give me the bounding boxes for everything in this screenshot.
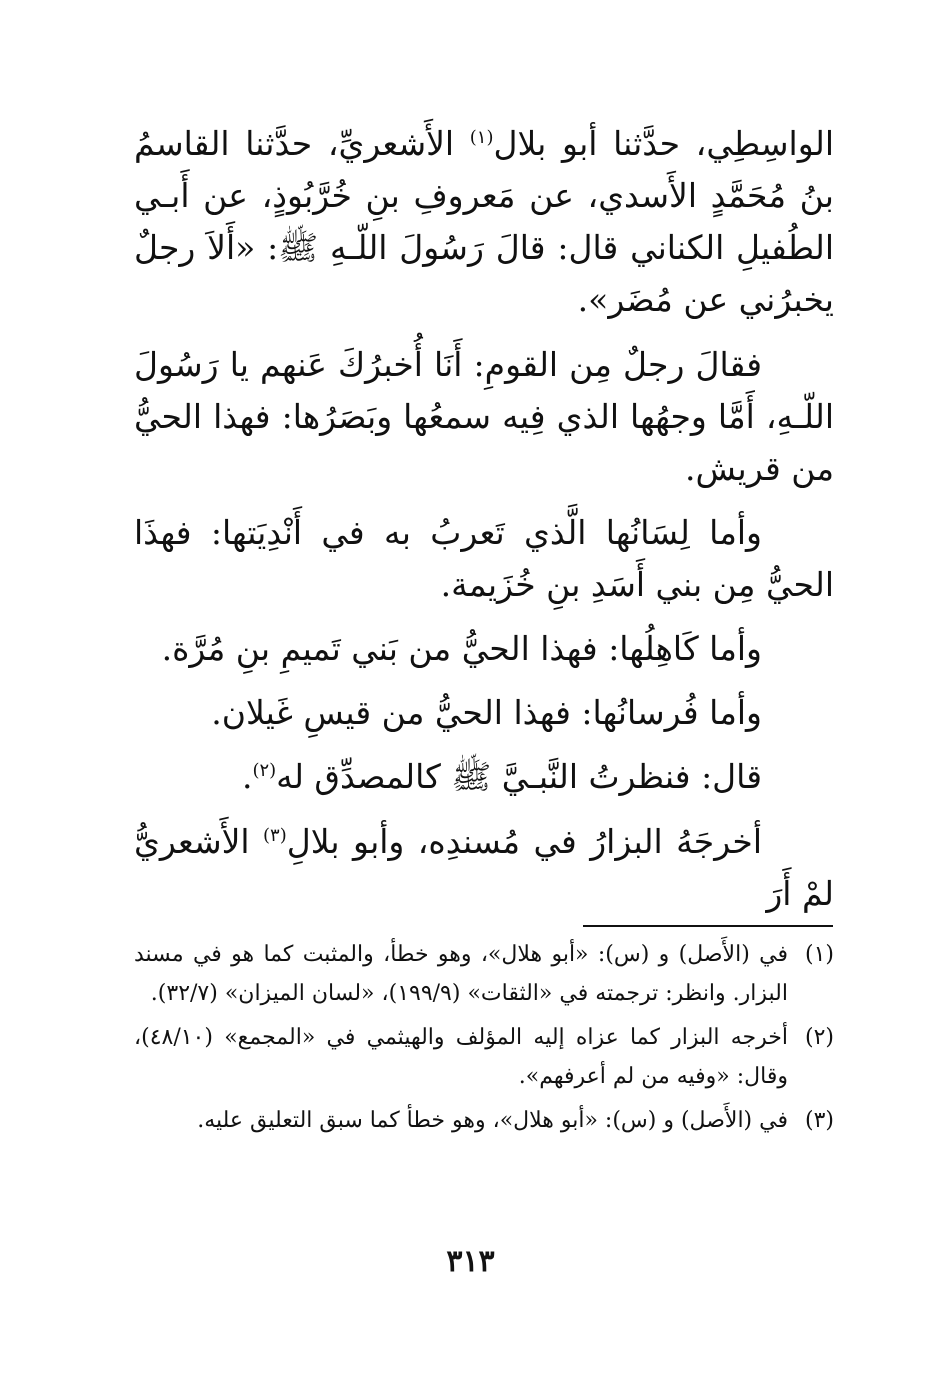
paragraph-isnad (134, 118, 834, 327)
paragraph-text: قال: فنظرتُ النَّبـيَّ ﷺ كالمصدِّق له (276, 757, 762, 797)
paragraph-tamim (134, 623, 834, 675)
footnote-text: في (الأَصل) و (س): «أبو هلال»، وهو خطأ، والمثبت كما هو في مسند البزار. وانظر: ترجمته في «الثقات» (١٩٩/٩)، «لسان الميزان» (٣٢/٧). (134, 942, 788, 1006)
footnote-number: (٢) (804, 1025, 834, 1050)
paragraph-text: الأَشعريُّ لمْ أَرَ (134, 821, 834, 913)
paragraph-text: وأما كَاهِلُها: فهذا الحيُّ من بَني تَميمِ بنِ مُرَّة. (161, 629, 762, 669)
paragraph-text: وأما فُرسانُها: فهذا الحيُّ من قيسِ غَيلان. (211, 693, 762, 733)
main-text (134, 118, 834, 932)
footnote-ref-1[interactable]: (١) (469, 127, 494, 148)
footnote-number: (٣) (804, 1108, 834, 1133)
paragraph-qays (134, 687, 834, 739)
footnote-ref-3[interactable]: (٣) (263, 824, 287, 846)
footnotes (134, 936, 834, 1147)
paragraph-text: وأما لِسَانُها الَّذي تَعربُ به في أَنْدِيَتها: فهذَا الحيُّ مِن بني أَسَدِ بنِ خُزَيمة. (134, 512, 834, 604)
footnote-ref-2[interactable]: (٢) (252, 760, 277, 782)
paragraph-text: الأَشعريِّ، حدَّثنا القاسمُ بنُ مُحَمَّدٍ الأَسدي، عن مَعروفِ بنِ خُرَّبُوذٍ، عن أَبـي الطُفيلِ الكناني قال: قالَ رَسُولَ اللّـهِ ﷺ: «أَلاَ رجلٌ يخبرُني عن مُضَر». (134, 124, 834, 320)
paragraph-quraysh (134, 339, 834, 495)
paragraph-prophet (134, 751, 834, 803)
footnote-number: (١) (804, 942, 834, 967)
paragraph-text: . (241, 757, 253, 797)
paragraph-text: أخرجَهُ البزارُ في مُسندِه، وأبو بلالِ (286, 821, 762, 861)
footnote-1 (134, 936, 834, 1013)
paragraph-text: فقالَ رجلٌ مِن القومِ: أَنَا أُخبرُكَ عَنهم يا رَسُولَ اللّـهِ، أَمَّا وجهُها الذي فِيه سمعُها وبَصَرُها: فهذا الحيُّ من قريش. (134, 344, 834, 488)
footnote-separator (583, 925, 833, 927)
footnote-text: أخرجه البزار كما عزاه إليه المؤلف والهيثمي في «المجمع» (٤٨/١٠)، وقال: «وفيه من لم أعرفهم». (134, 1025, 788, 1089)
paragraph-takhrij (134, 816, 834, 920)
page-number: ٣١٣ (446, 1244, 495, 1279)
paragraph-text: الواسِطِي، حدَّثنا أبو بلال (493, 124, 834, 163)
paragraph-asad (134, 507, 834, 611)
footnote-3 (134, 1102, 834, 1141)
footnote-2 (134, 1019, 834, 1096)
footnote-text: في (الأَصل) و (س): «أبو هلال»، وهو خطأ كما سبق التعليق عليه. (197, 1108, 788, 1133)
